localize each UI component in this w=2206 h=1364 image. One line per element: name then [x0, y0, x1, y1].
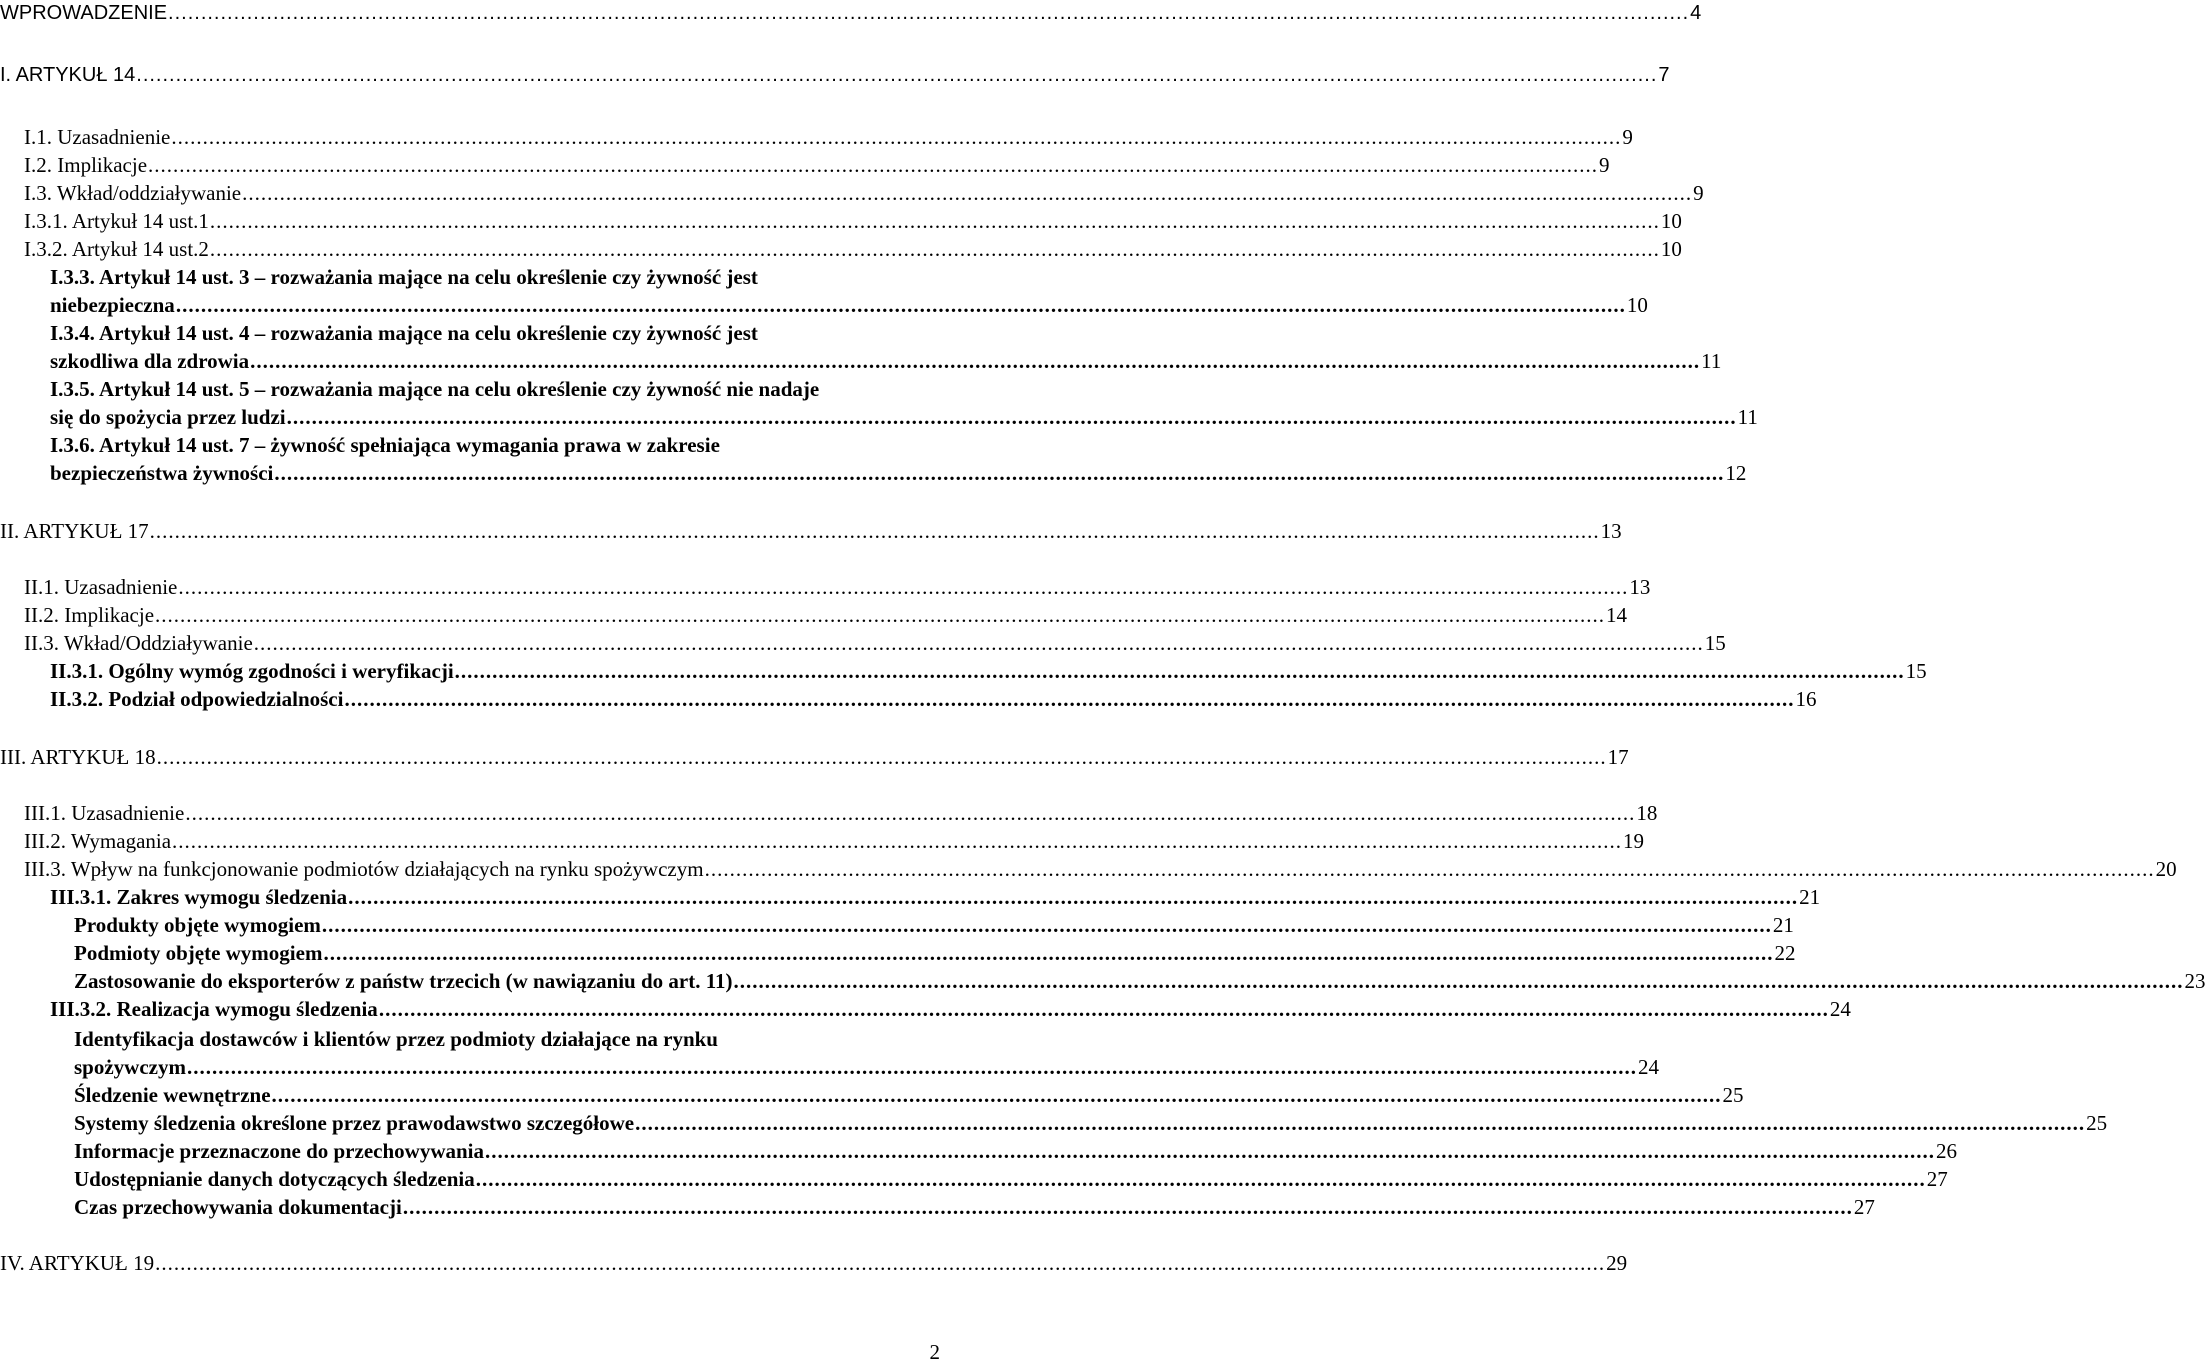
- toc-entry-ii31[interactable]: [50, 657, 1927, 685]
- toc-entry-czas[interactable]: [74, 1193, 1875, 1221]
- dot-leader: [187, 1053, 1637, 1081]
- toc-entry-ii3[interactable]: [24, 629, 1726, 657]
- toc-entry-title-rest: 3 – rozważania mające na celu określenie czy żywność jest: [233, 265, 758, 289]
- toc-entry-text: III.3. Wpływ na funkcjonowanie podmiotów działających na rynku spożywczym: [24, 857, 704, 881]
- toc-entry-text: Zastosowanie do eksporterów z państw trzecich (w nawiązaniu do art. 11): [74, 969, 733, 993]
- toc-entry-text: II.3. Wkład/Oddziaływanie: [24, 631, 253, 655]
- toc-entry-iii1[interactable]: [24, 799, 1658, 827]
- toc-page-number: 11: [1701, 349, 1722, 373]
- toc-page-number: 24: [1829, 997, 1851, 1021]
- dot-leader: [287, 403, 1737, 431]
- toc-entry-i33[interactable]: [50, 263, 1648, 319]
- toc-entry-text: Informacje przeznaczone do przechowywania: [74, 1139, 484, 1163]
- toc-entry-udostepnianie[interactable]: [74, 1165, 1948, 1193]
- toc-page-number: 19: [1623, 829, 1645, 853]
- dot-leader: [476, 1165, 1926, 1193]
- dot-leader: [148, 151, 1598, 179]
- dot-leader: [150, 517, 1600, 545]
- toc-page-number: 9: [1693, 181, 1704, 205]
- toc-entry-continuation: szkodliwa dla zdrowia: [50, 349, 250, 373]
- toc-entry-podmioty[interactable]: [74, 939, 1796, 967]
- toc-entry-first-line: [50, 431, 966, 459]
- toc-page-number: 27: [1926, 1167, 1948, 1191]
- toc-entry-wprowadzenie[interactable]: [0, 0, 1702, 27]
- toc-entry-i2[interactable]: [24, 151, 1610, 179]
- toc-entry-number: I.3.3.: [50, 265, 100, 289]
- toc-page-number: 12: [1725, 461, 1747, 485]
- toc-page-number: 9: [1599, 153, 1610, 177]
- toc-entry-text: I.3.2. Artykuł 14 ust.2: [24, 237, 209, 261]
- toc-page-number: 25: [1722, 1083, 1744, 1107]
- toc-entry-i34[interactable]: [50, 319, 1722, 375]
- toc-entry-text: IV. ARTYKUŁ 19: [0, 1251, 155, 1275]
- toc-entry-iv[interactable]: [0, 1249, 1628, 1277]
- toc-page-number: 10: [1660, 209, 1682, 233]
- toc-entry-title-rest: 7 – żywność spełniająca wymagania prawa w zakresie: [233, 433, 720, 457]
- toc-page-number: 7: [1658, 64, 1670, 86]
- toc-entry-text: Czas przechowywania dokumentacji: [74, 1195, 402, 1219]
- toc-page-number: 10: [1626, 293, 1648, 317]
- toc-page-number: 29: [1606, 1251, 1628, 1275]
- toc-entry-i3[interactable]: [24, 179, 1704, 207]
- dot-leader: [455, 657, 1905, 685]
- dot-leader: [254, 629, 1704, 657]
- toc-page-number: 15: [1704, 631, 1726, 655]
- toc-page-number: 26: [1936, 1139, 1957, 1163]
- dot-leader: [171, 123, 1621, 151]
- dot-leader: [155, 601, 1605, 629]
- toc-entry-iii2[interactable]: [24, 827, 1645, 855]
- toc-entry-continuation: bezpieczeństwa żywności: [50, 461, 274, 485]
- toc-entry-sledzenie[interactable]: [74, 1081, 1744, 1109]
- toc-entry-i36[interactable]: [50, 431, 1747, 487]
- toc-page-number: 25: [2086, 1111, 2108, 1135]
- dot-leader: [274, 459, 1724, 487]
- toc-entry-title: Artykuł 14 ust.: [99, 433, 234, 457]
- toc-entry-text: II.1. Uzasadnienie: [24, 575, 178, 599]
- toc-page-number: 4: [1690, 2, 1702, 24]
- toc-entry-text: I.2. Implikacje: [24, 153, 148, 177]
- page-number: 2: [929, 1340, 940, 1364]
- toc-entry-iii[interactable]: [0, 743, 1629, 771]
- dot-leader: [734, 967, 2184, 995]
- toc-page-number: 11: [1737, 405, 1758, 429]
- toc-entry-continuation: niebezpieczna: [50, 293, 175, 317]
- toc-entry-ii2[interactable]: [24, 601, 1628, 629]
- toc-entry-text: III. ARTYKUŁ 18: [0, 745, 156, 769]
- dot-leader: [157, 743, 1607, 771]
- toc-entry-i32[interactable]: [24, 235, 1682, 263]
- toc-entry-text: III.3.2. Realizacja wymogu śledzenia: [50, 997, 378, 1021]
- toc-entry-i[interactable]: [0, 61, 1670, 89]
- toc-entry-i1[interactable]: [24, 123, 1633, 151]
- toc-entry-produkty[interactable]: [74, 911, 1794, 939]
- dot-leader: [136, 61, 1657, 89]
- dot-leader: [485, 1137, 1935, 1165]
- toc-entry-text: I. ARTYKUŁ 14: [0, 64, 136, 86]
- dot-leader: [155, 1249, 1605, 1277]
- dot-leader: [168, 0, 1689, 27]
- dot-leader: [242, 179, 1692, 207]
- toc-entry-title: Artykuł 14 ust.: [99, 265, 234, 289]
- toc-entry-continuation: się do spożycia przez ludzi: [50, 405, 286, 429]
- dot-leader: [272, 1081, 1722, 1109]
- dot-leader: [178, 573, 1628, 601]
- toc-entry-text: I.3. Wkład/oddziaływanie: [24, 181, 242, 205]
- toc-page-number: 15: [1905, 659, 1927, 683]
- toc-entry-title-rest: 5 – rozważania mające na celu określenie czy żywność nie nadaje: [233, 377, 820, 401]
- toc-entry-text: WPROWADZENIE: [0, 2, 168, 24]
- toc-page-number: 23: [2184, 969, 2206, 993]
- toc-entry-iii31[interactable]: [50, 883, 1821, 911]
- toc-entry-systemy[interactable]: [74, 1109, 2108, 1137]
- dot-leader: [344, 685, 1794, 713]
- toc-page-number: 13: [1629, 575, 1651, 599]
- toc-entry-text: III.1. Uzasadnienie: [24, 801, 185, 825]
- toc-entry-zastosowanie[interactable]: [74, 967, 2206, 995]
- toc-entry-title-rest: 4 – rozważania mające na celu określenie czy żywność jest: [233, 321, 758, 345]
- toc-page-number: 9: [1622, 125, 1633, 149]
- dot-leader: [172, 827, 1622, 855]
- toc-entry-text: Podmioty objęte wymogiem: [74, 941, 323, 965]
- toc-entry-text: III.2. Wymagania: [24, 829, 172, 853]
- toc-page-number: 13: [1600, 519, 1622, 543]
- toc-entry-number: I.3.5.: [50, 377, 100, 401]
- toc-entry-number: I.3.4.: [50, 321, 100, 345]
- dot-leader: [250, 347, 1700, 375]
- toc-page-number: 27: [1853, 1195, 1875, 1219]
- toc-page-number: 18: [1636, 801, 1658, 825]
- dot-leader: [379, 995, 1829, 1023]
- toc-entry-text: I.1. Uzasadnienie: [24, 125, 171, 149]
- toc-entry-first-line: [50, 319, 966, 347]
- toc-entry-ii1[interactable]: [24, 573, 1651, 601]
- toc-page-number: 20: [2155, 857, 2177, 881]
- toc-entry-number: I.3.6.: [50, 433, 100, 457]
- dot-leader: [635, 1109, 2085, 1137]
- toc-entry-i31[interactable]: [24, 207, 1682, 235]
- dot-leader: [348, 883, 1798, 911]
- dot-leader: [176, 291, 1626, 319]
- toc-entry-title: Artykuł 14 ust.: [99, 377, 234, 401]
- toc-entry-text: II.3.1. Ogólny wymóg zgodności i weryfikacji: [50, 659, 454, 683]
- toc-entry-informacje[interactable]: [74, 1137, 1957, 1165]
- toc-entry-first-line: [50, 263, 966, 291]
- toc-entry-iii32[interactable]: [50, 995, 1851, 1023]
- toc-entry-text: Produkty objęte wymogiem: [74, 913, 321, 937]
- toc-entry-first-line: [50, 375, 966, 403]
- toc-entry-text: II. ARTYKUŁ 17: [0, 519, 149, 543]
- toc-page-number: 21: [1799, 885, 1821, 909]
- toc-entry-text: Udostępnianie danych dotyczących śledzenia: [74, 1167, 475, 1191]
- toc-entry-ii32[interactable]: [50, 685, 1817, 713]
- toc-entry-text: II.3.2. Podział odpowiedzialności: [50, 687, 344, 711]
- toc-entry-ii[interactable]: [0, 517, 1622, 545]
- toc-entry-text: II.2. Implikacje: [24, 603, 155, 627]
- toc-page-number: 17: [1607, 745, 1629, 769]
- toc-entry-i35[interactable]: [50, 375, 1758, 431]
- toc-entry-title: Artykuł 14 ust.: [99, 321, 234, 345]
- toc-page-number: 10: [1660, 237, 1682, 261]
- toc-entry-text: I.3.1. Artykuł 14 ust.1: [24, 209, 209, 233]
- dot-leader: [210, 235, 1660, 263]
- toc-entry-text: Systemy śledzenia określone przez prawodawstwo szczegółowe: [74, 1111, 635, 1135]
- toc-page-number: 21: [1772, 913, 1794, 937]
- toc-entry-text: III.3.1. Zakres wymogu śledzenia: [50, 885, 348, 909]
- dot-leader: [322, 911, 1772, 939]
- toc-page-number: 22: [1774, 941, 1796, 965]
- toc-entry-first-line: Identyfikacja dostawców i klientów przez podmioty działające na rynku: [74, 1027, 718, 1051]
- toc-entry-continuation: spożywczym: [74, 1055, 186, 1079]
- toc-page-number: 24: [1637, 1055, 1659, 1079]
- dot-leader: [210, 207, 1660, 235]
- dot-leader: [403, 1193, 1853, 1221]
- toc-entry-identyfikacja[interactable]: [74, 1025, 1659, 1081]
- toc-entry-text: Śledzenie wewnętrzne: [74, 1083, 271, 1107]
- toc-page-number: 14: [1606, 603, 1628, 627]
- dot-leader: [323, 939, 1773, 967]
- toc-page-number: 16: [1795, 687, 1817, 711]
- dot-leader: [705, 855, 2155, 883]
- toc-entry-iii3[interactable]: [24, 855, 2177, 883]
- dot-leader: [185, 799, 1635, 827]
